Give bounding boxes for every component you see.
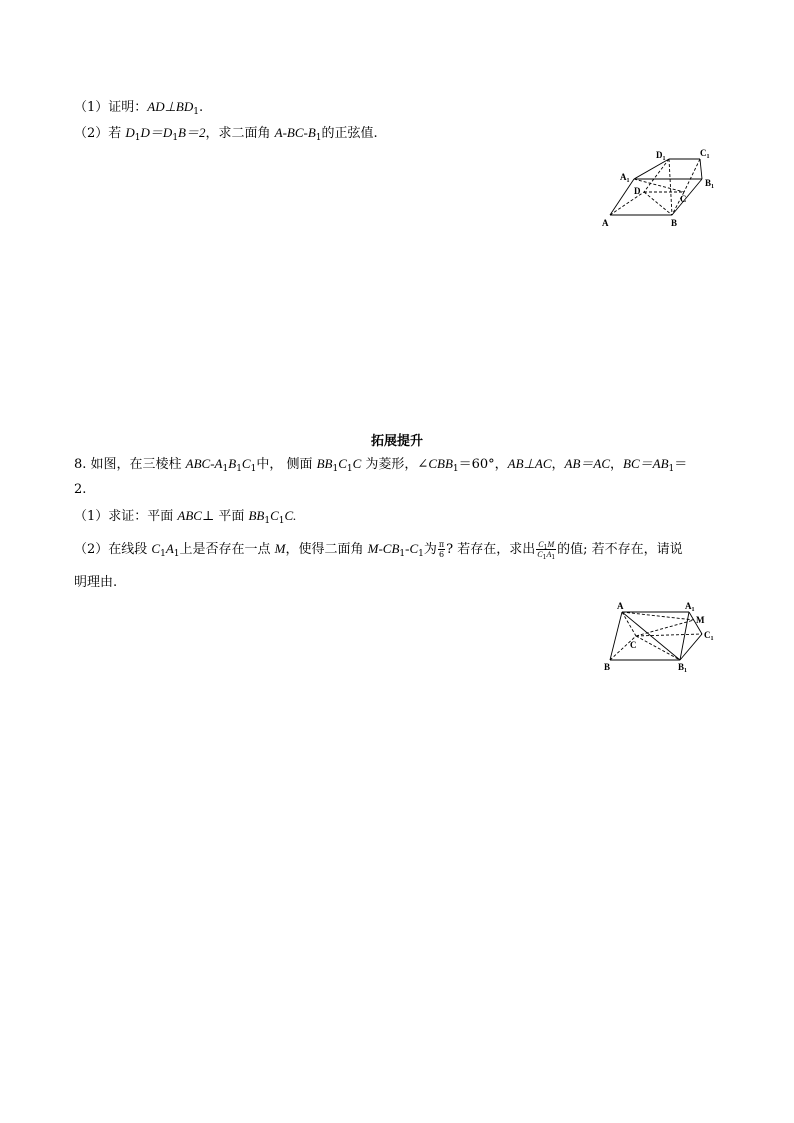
edge-a1c — [634, 179, 684, 192]
fraction-pi-over-6: $\frac{\pi}{6}$ — [438, 540, 445, 559]
label-c1: $C_1$ — [700, 148, 710, 160]
edge-am — [622, 612, 694, 620]
label-d: D — [634, 186, 641, 196]
edge-cc1 — [636, 634, 702, 636]
edge-c1b1 — [680, 634, 702, 660]
problem8-part2-line2: 明理由. — [74, 575, 118, 590]
label-a1: $A_1$ — [620, 172, 630, 184]
problem8-figure — [598, 598, 728, 678]
edge-ab1 — [622, 612, 680, 660]
edge-c1c — [684, 159, 700, 192]
section-title: 拓展提升 — [370, 434, 423, 449]
problem7-part1: （1）证明：$AD\perp BD_1$. — [74, 99, 204, 117]
edge-a1d1 — [634, 159, 669, 179]
label-m: M — [696, 615, 705, 625]
edge-d1b — [669, 159, 672, 215]
label-d1: $D_1$ — [656, 150, 666, 162]
label-a: A — [617, 601, 624, 611]
label-a1: $A_1$ — [685, 601, 695, 613]
edge-c1b1 — [700, 159, 702, 179]
edge-aa1 — [610, 179, 634, 215]
edge-ac — [622, 612, 636, 636]
problem8-part1: （1）求证：平面 ABC⊥ 平面 $BB_1C_1C$. — [74, 508, 297, 526]
problem8-stem: 8. 如图，在三棱柱 ABC-$A_1B_1C_1$中， 侧面 $BB_1C_1C$ 为菱形，$\angle CBB_1=60^\circ$，AB⊥AC，AB＝AC，$BC=AB_1=$ — [74, 456, 688, 474]
label-a: A — [602, 218, 609, 228]
label-b1: $B_1$ — [705, 178, 715, 190]
edge-db — [644, 192, 672, 215]
problem7-figure — [598, 142, 728, 232]
label-c1: $C_1$ — [704, 630, 714, 642]
edge-cb1 — [636, 636, 680, 660]
label-c: C — [630, 640, 637, 650]
label-b1: $B_1$ — [678, 662, 688, 674]
fraction-c1m-over-c1a1: $\frac{C_1M}{C_1A_1}$ — [537, 540, 556, 561]
problem8-stem-line2: 2. — [74, 482, 87, 497]
label-b: B — [604, 662, 611, 672]
label-c: C — [680, 194, 687, 204]
problem8-part2: （2）在线段 $C_1A_1$上是否存在一点 M，使得二面角 $M-CB_1-C_1$为 $\frac{\pi}{6}$ ? 若存在，求出 $\frac{C_1M}{C_1A_1}$ 的值; 若不存在，请说 — [74, 540, 683, 561]
label-b: B — [671, 218, 678, 228]
edge-ab — [610, 612, 622, 660]
edge-bb1 — [672, 179, 702, 215]
problem7-part2: （2）若 $D_1D=D_1B=2$，求二面角 $A-BC-B_1$的正弦值. — [74, 125, 378, 143]
